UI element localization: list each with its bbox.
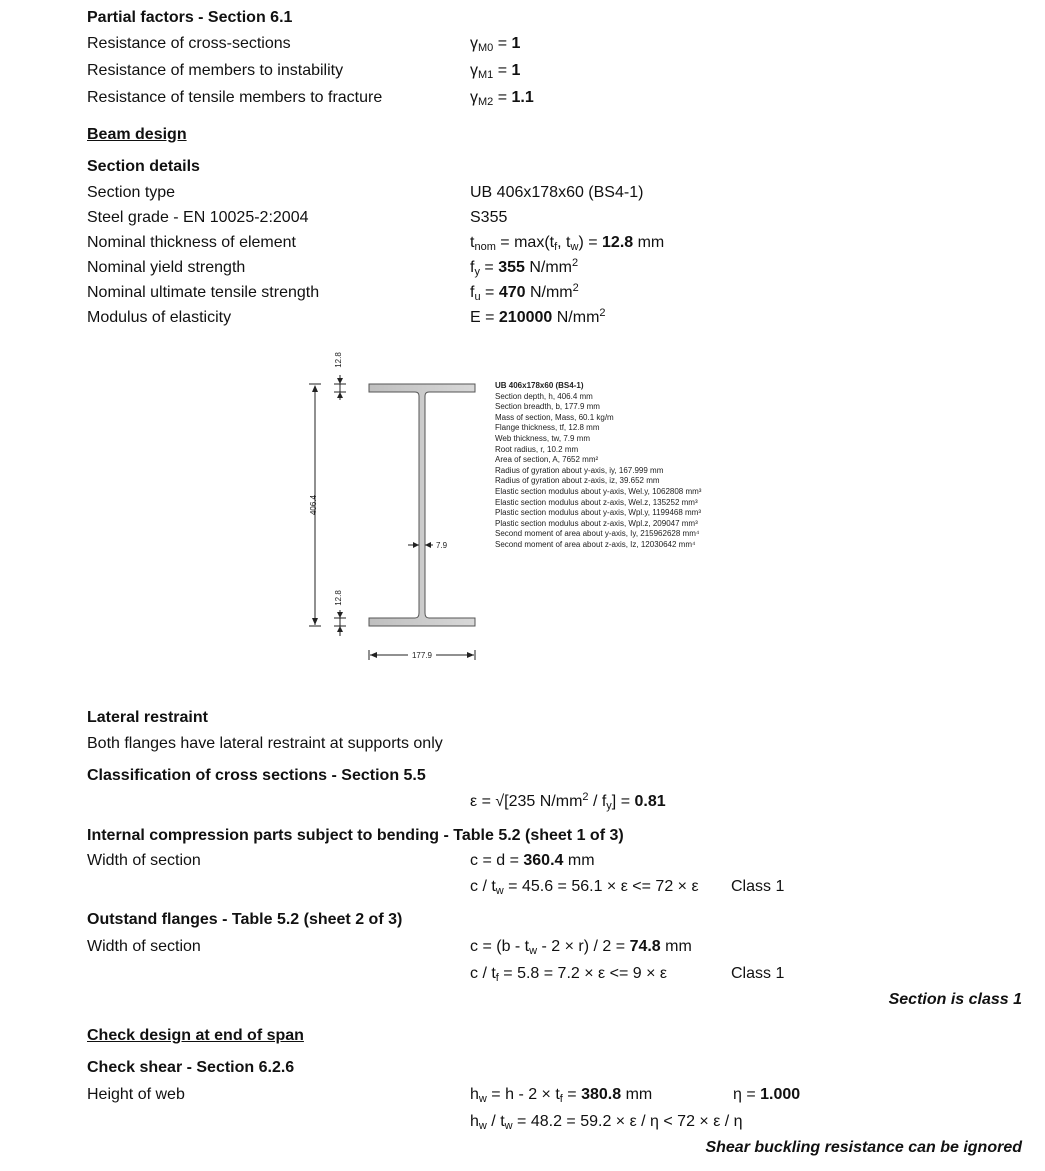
shear-buckling-result: Shear buckling resistance can be ignored — [705, 1139, 1022, 1156]
section-type-value: UB 406x178x60 (BS4-1) — [470, 184, 644, 201]
web-height-label: Height of web — [87, 1086, 185, 1103]
prop-item: Section breadth, b, 177.9 mm — [495, 402, 600, 412]
internal-width-label: Width of section — [87, 852, 201, 869]
fy-label: Nominal yield strength — [87, 259, 246, 276]
dim-flange-top-label: 12.8 — [334, 352, 343, 368]
internal-ratio-formula: $c / t_w = 45.6 = 56.1 \times \varepsilon <= 72 \times \varepsilon$ — [470, 878, 699, 897]
steel-grade-label: Steel grade - EN 10025-2:2004 — [87, 209, 309, 226]
pf-label-m1: Resistance of members to instability — [87, 62, 344, 79]
props-title: UB 406x178x60 (BS4-1) — [495, 381, 584, 390]
pf-value-m2: $\gamma_{M2} = 1.1$ — [470, 89, 534, 108]
fu-label: Nominal ultimate tensile strength — [87, 284, 320, 301]
prop-item: Second moment of area about y-axis, Iy, 215962628 mm⁴ — [495, 529, 700, 539]
pf-value-m0: $\gamma_{M0} = 1$ — [470, 35, 521, 54]
fu-value: $f_u = 470$ $N/mm^2$ — [470, 282, 579, 303]
lateral-restraint-heading: Lateral restraint — [87, 709, 208, 726]
e-value: E = 210000 $N/mm^2$ — [470, 307, 606, 326]
i-section-diagram — [295, 345, 495, 665]
pf-label-m0: Resistance of cross-sections — [87, 35, 291, 52]
partial-factors-heading: Partial factors - Section 6.1 — [87, 9, 293, 26]
i-beam-shape — [369, 384, 475, 626]
lateral-restraint-text: Both flanges have lateral restraint at supports only — [87, 735, 443, 752]
dim-flange-bottom-label: 12.8 — [334, 590, 343, 606]
epsilon-formula: ε = √[235 $N/mm^2 / f_y] = 0.81$ — [470, 791, 666, 812]
prop-item: Plastic section modulus about z-axis, Wpl.z, 209047 mm³ — [495, 518, 698, 528]
steel-grade-value: S355 — [470, 209, 508, 226]
dim-depth-label: 406.4 — [309, 494, 318, 516]
prop-item: Root radius, r, 10.2 mm — [495, 444, 579, 454]
outstand-c-formula: $c = (b - t_w - 2 \times r) / 2 = 74.8$ mm — [470, 938, 692, 957]
tnom-value: $t_{nom} = \max(t_f$, $t_w) = 12.8$ mm — [470, 234, 665, 253]
fy-value: $f_y = 355$ $N/mm^2$ — [470, 257, 579, 278]
section-type-label: Section type — [87, 184, 176, 201]
prop-item: Flange thickness, tf, 12.8 mm — [495, 423, 600, 433]
section-details-heading: Section details — [87, 158, 200, 175]
outstand-flanges-heading: Outstand flanges - Table 5.2 (sheet 2 of 3) — [87, 911, 403, 928]
section-class-result: Section is class 1 — [888, 991, 1022, 1008]
classification-heading: Classification of cross sections - Section 5.5 — [87, 767, 426, 784]
shear-heading: Check shear - Section 6.2.6 — [87, 1059, 295, 1076]
internal-class: Class 1 — [731, 878, 785, 895]
section-properties-list — [495, 381, 701, 551]
prop-item: Second moment of area about z-axis, Iz, 12030642 mm⁴ — [495, 539, 696, 549]
hw-ratio-formula: $h_w / t_w = 48.2 = 59.2 \times \varepsilon / \eta < 72 \times \varepsilon / \eta$ — [470, 1113, 743, 1132]
prop-item: Elastic section modulus about y-axis, Wel.y, 1062808 mm³ — [495, 486, 702, 496]
internal-c-formula: c = d = 360.4 mm — [470, 852, 595, 869]
eta-value: η = 1.000 — [733, 1086, 801, 1103]
dim-breadth-label: 177.9 — [411, 651, 433, 660]
tnom-label: Nominal thickness of element — [87, 234, 296, 251]
pf-value-m1: $\gamma_{M1} = 1$ — [470, 62, 521, 81]
prop-item: Section depth, h, 406.4 mm — [495, 391, 593, 401]
prop-item: Area of section, A, 7652 mm² — [495, 455, 599, 465]
outstand-class: Class 1 — [731, 965, 785, 982]
hw-formula: $h_w = h - 2 \times t_f = 380.8$ mm — [470, 1086, 653, 1105]
dim-web-label: 7.9 — [436, 541, 448, 550]
prop-item: Web thickness, tw, 7.9 mm — [495, 433, 590, 443]
prop-item: Radius of gyration about z-axis, iz, 39.652 mm — [495, 476, 660, 486]
prop-item: Mass of section, Mass, 60.1 kg/m — [495, 412, 614, 422]
end-span-heading: Check design at end of span — [87, 1027, 304, 1044]
outstand-width-label: Width of section — [87, 938, 201, 955]
e-label: Modulus of elasticity — [87, 309, 232, 326]
outstand-ratio-formula: $c / t_f = 5.8 = 7.2 \times \varepsilon <= 9 \times \varepsilon$ — [470, 965, 668, 984]
internal-compression-heading: Internal compression parts subject to bending - Table 5.2 (sheet 1 of 3) — [87, 827, 624, 844]
prop-item: Elastic section modulus about z-axis, Wel.z, 135252 mm³ — [495, 497, 698, 507]
prop-item: Plastic section modulus about y-axis, Wpl.y, 1199468 mm³ — [495, 508, 702, 518]
pf-label-m2: Resistance of tensile members to fracture — [87, 89, 383, 106]
beam-design-heading: Beam design — [87, 126, 187, 143]
prop-item: Radius of gyration about y-axis, iy, 167.999 mm — [495, 465, 664, 475]
